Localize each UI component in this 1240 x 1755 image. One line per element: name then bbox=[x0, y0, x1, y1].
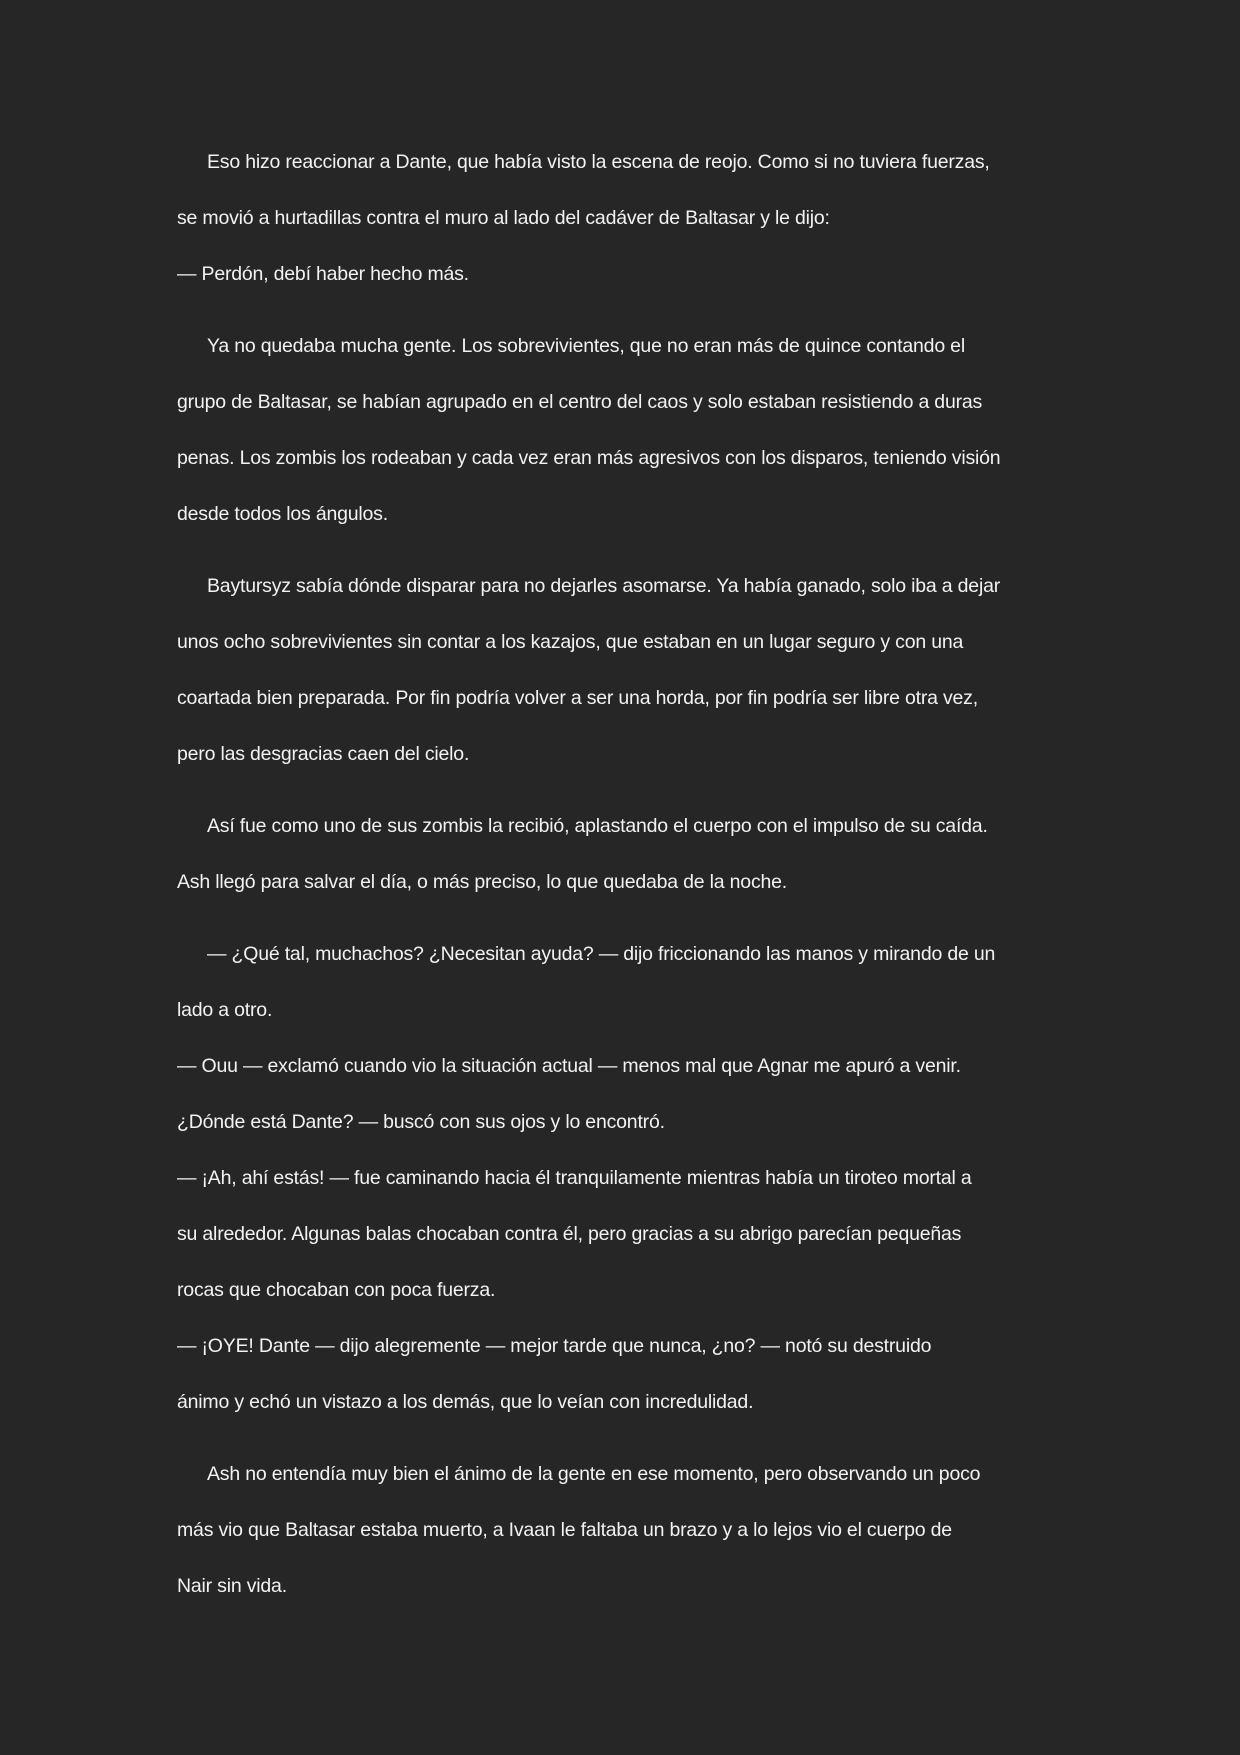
text-line: pero las desgracias caen del cielo. bbox=[177, 743, 470, 765]
paragraph bbox=[177, 1318, 1067, 1430]
text-line: desde todos los ángulos. bbox=[177, 503, 388, 525]
text-line: Ash no entendía muy bien el ánimo de la gente en ese momento, pero observando un poco bbox=[207, 1463, 981, 1485]
text-line: — Ouu — exclamó cuando vio la situación actual — menos mal que Agnar me apuró a venir. bbox=[177, 1055, 961, 1077]
paragraph bbox=[177, 926, 1067, 1038]
text-line: Eso hizo reaccionar a Dante, que había visto la escena de reojo. Como si no tuviera fuerzas, bbox=[207, 151, 990, 173]
paragraph bbox=[177, 1038, 1067, 1150]
text-line: unos ocho sobrevivientes sin contar a los kazajos, que estaban en un lugar seguro y con una bbox=[177, 631, 964, 653]
text-line: penas. Los zombis los rodeaban y cada vez eran más agresivos con los disparos, teniendo visión bbox=[177, 447, 1001, 469]
text-line: Ash llegó para salvar el día, o más preciso, lo que quedaba de la noche. bbox=[177, 871, 788, 893]
text-line: coartada bien preparada. Por fin podría volver a ser una horda, por fin podría ser libre otra vez, bbox=[177, 687, 978, 709]
text-line: se movió a hurtadillas contra el muro al lado del cadáver de Baltasar y le dijo: bbox=[177, 207, 830, 229]
paragraph-gap bbox=[177, 910, 1067, 926]
text-line: Nair sin vida. bbox=[177, 1575, 287, 1597]
paragraph bbox=[177, 558, 1067, 782]
paragraph-gap bbox=[177, 302, 1067, 318]
text-line: — ¿Qué tal, muchachos? ¿Necesitan ayuda? — dijo friccionando las manos y mirando de un bbox=[207, 943, 996, 965]
paragraph-gap bbox=[177, 1430, 1067, 1446]
text-line: su alrededor. Algunas balas chocaban contra él, pero gracias a su abrigo parecían pequeñas bbox=[177, 1223, 962, 1245]
text-line: ánimo y echó un vistazo a los demás, que lo veían con incredulidad. bbox=[177, 1391, 754, 1413]
paragraph-gap bbox=[177, 542, 1067, 558]
text-line: ¿Dónde está Dante? — buscó con sus ojos y lo encontró. bbox=[177, 1111, 665, 1133]
paragraph-gap bbox=[177, 782, 1067, 798]
text-line: Ya no quedaba mucha gente. Los sobrevivientes, que no eran más de quince contando el bbox=[207, 335, 965, 357]
text-line: — Perdón, debí haber hecho más. bbox=[177, 263, 469, 285]
text-line: — ¡OYE! Dante — dijo alegremente — mejor tarde que nunca, ¿no? — notó su destruido bbox=[177, 1335, 932, 1357]
text-line: Así fue como uno de sus zombis la recibió, aplastando el cuerpo con el impulso de su caída. bbox=[207, 815, 988, 837]
text-line: lado a otro. bbox=[177, 999, 273, 1021]
text-line: grupo de Baltasar, se habían agrupado en el centro del caos y solo estaban resistiendo a duras bbox=[177, 391, 983, 413]
paragraph bbox=[177, 1150, 1067, 1318]
document-page bbox=[177, 134, 1067, 1614]
paragraph bbox=[177, 246, 1067, 302]
paragraph bbox=[177, 1446, 1067, 1614]
text-line: más vio que Baltasar estaba muerto, a Ivaan le faltaba un brazo y a lo lejos vio el cuerpo de bbox=[177, 1519, 952, 1541]
paragraph bbox=[177, 134, 1067, 246]
text-line: Baytursyz sabía dónde disparar para no dejarles asomarse. Ya había ganado, solo iba a dejar bbox=[207, 575, 1001, 597]
text-line: — ¡Ah, ahí estás! — fue caminando hacia él tranquilamente mientras había un tiroteo mortal a bbox=[177, 1167, 972, 1189]
paragraph bbox=[177, 318, 1067, 542]
text-line: rocas que chocaban con poca fuerza. bbox=[177, 1279, 496, 1301]
paragraph bbox=[177, 798, 1067, 910]
